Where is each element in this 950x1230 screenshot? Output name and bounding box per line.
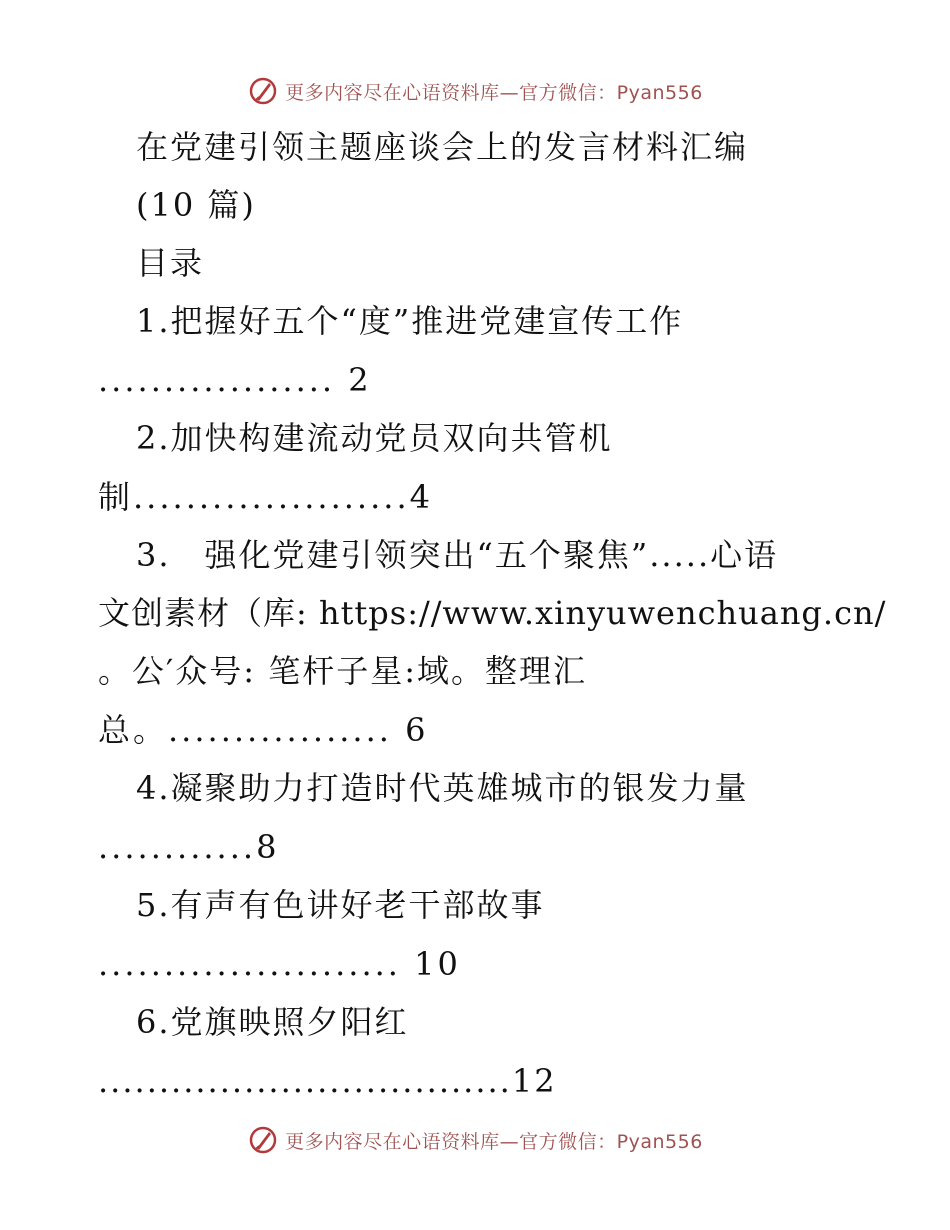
banner-text: 更多内容尽在心语资料库—官方微信：Pyan556 <box>285 1130 703 1153</box>
banner-text: 更多内容尽在心语资料库—官方微信：Pyan556 <box>285 81 703 104</box>
toc-entry-continuation: 文创素材（库: https://www.xinyuwenchuang.cn/ <box>98 594 887 632</box>
toc-entry-title: 3. 强化党建引领突出“五个聚焦”.....心语 <box>136 536 779 574</box>
toc-entry-title: 4.凝聚助力打造时代英雄城市的银发力量 <box>136 769 749 807</box>
toc-entry-title: 1.把握好五个“度”推进党建宣传工作 <box>136 302 684 340</box>
toc-entry-leader: ............8 <box>98 828 280 866</box>
toc-entry-title: 6.党旗映照夕阳红 <box>136 1003 409 1041</box>
footer-watermark-banner <box>0 1123 950 1157</box>
quill-logo-icon <box>247 1124 279 1156</box>
header-watermark-banner <box>0 74 950 108</box>
quill-logo-icon <box>247 75 279 107</box>
toc-entry-continuation: 。公′众号: 笔杆子星:域。整理汇 <box>98 652 588 690</box>
document-title-line-1: 在党建引领主题座谈会上的发言材料汇编 <box>136 128 749 166</box>
toc-heading: 目录 <box>136 244 205 282</box>
document-title-line-2: (10 篇) <box>136 186 256 224</box>
toc-entry-leader: .................. 2 <box>98 361 372 399</box>
toc-entry-leader: 总。................. 6 <box>98 711 429 749</box>
toc-entry-leader: 制.....................4 <box>98 478 433 516</box>
toc-entry-leader: ....................... 10 <box>98 945 461 983</box>
toc-entry-leader: ..................................12 <box>98 1062 557 1100</box>
toc-entry-title: 5.有声有色讲好老干部故事 <box>136 886 545 924</box>
toc-entry-title: 2.加快构建流动党员双向共管机 <box>136 419 613 457</box>
